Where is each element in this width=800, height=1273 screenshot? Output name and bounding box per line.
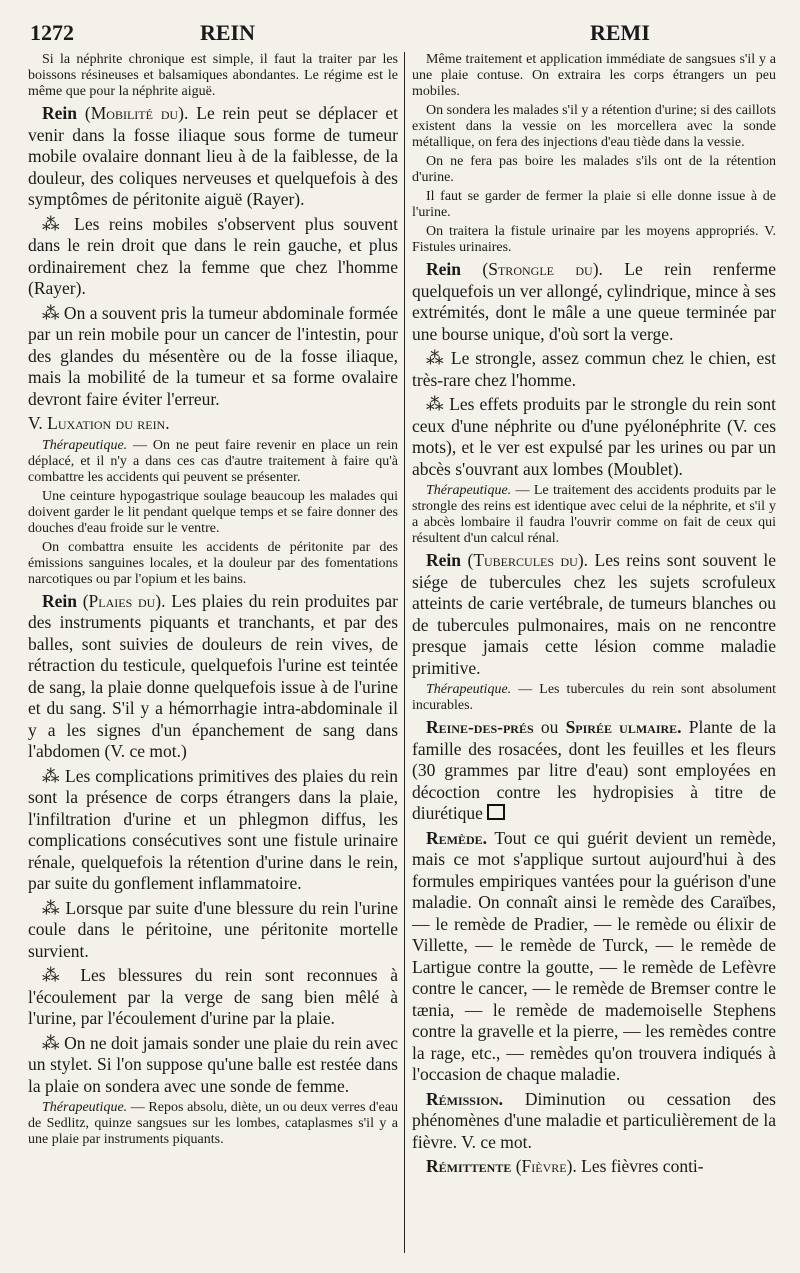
paragraph-text: — Les tubercules du rein sont absolument incurables. [412, 682, 776, 713]
entry-text: Tout ce qui guérit devient un remède, mais ce mot s'applique surtout aujourd'hui à des formules empiriques vantées pour la guérison d'une maladie. On connaît ainsi le remède des Caraïbes, — le remède de Pradier, — le remède ou élixir de Villette, — le remède de Turck, — le remède de Lartigue contre la goutte, — le remède de Lefèvre contre le cancer, — le remède de Bremser contre le tænia, — le remède de mademoiselle Stephens contre la gravelle et la pierre, — les remèdes contre la rage, etc., — remèdes qu'on trouvera indiqués à l'occasion de chaque maladie. [412, 827, 776, 1084]
entry-mobilite [28, 103, 398, 211]
paragraph: ⁂ Lorsque par suite d'une blessure du rein l'urine coule dans le péritoine, une péritonite mortelle survient. [28, 897, 398, 961]
paragraph: ⁂ On ne doit jamais sonder une plaie du rein avec un stylet. Si l'on suppose qu'une balle est restée dans la plaie on sondera avec une sonde de femme. [28, 1032, 398, 1096]
paragraph: ⁂ Les complications primitives des plaies du rein sont la présence de corps étrangers dans la plaie, l'infiltration d'urine et un phlegmon diffus, les complications consécutives sont une fistule urinaire rénale, quelquefois la rétention d'urine dans le rein, par suite du gonflement inflammatoire. [28, 765, 398, 893]
paragraph: ⁂ Le strongle, assez commun chez le chien, est très-rare chez l'homme. [412, 348, 776, 390]
paragraph: Une ceinture hypogastrique soulage beaucoup les malades qui doivent garder le lit pendant quelque temps et se faire donner des douches d'eau froide sur le ventre. [28, 488, 398, 536]
cross-reference: V. Luxation du rein. [28, 413, 170, 433]
entry-tubercules [412, 550, 776, 679]
paragraph: Même traitement et application immédiate de sangsues s'il y a une plaie contuse. On extraira les corps étrangers un peu mobiles. [412, 52, 776, 99]
therapeutique-paragraph [412, 483, 776, 547]
paragraph: Il faut se garder de fermer la plaie si elle donne issue à de l'urine. [412, 189, 776, 220]
entry-plaies [28, 591, 398, 763]
entry-remede [412, 828, 776, 1086]
entry-text: Les fièvres conti- [581, 1156, 704, 1176]
entry-remission [412, 1089, 776, 1154]
entry-text: Les reins sont souvent le siége de tubercules chez les sujets scrofuleux atteints de carie vertébrale, de tumeurs blanches ou de tubercules pulmonaires, mais on ne rencontre presque jamais cette lésion comme maladie primitive. [412, 550, 776, 678]
page-number: 1272 [30, 20, 74, 45]
entry-headword: Remède. [426, 827, 488, 848]
paragraph-text: — On ne peut faire revenir en place un rein déplacé, et il n'y a dans ces cas d'autre traitement à faire qu'à combattre les accidents qui peuvent se présenter. [28, 437, 398, 485]
entry-title: (Fièvre). [515, 1156, 577, 1176]
entry-headword: Rein [426, 550, 461, 570]
entry-text: Le rein peut se déplacer et venir dans la fosse iliaque sous forme de tumeur mobile ovalaire donnant lieu à de la faiblesse, de la douleur, des coliques nerveuses et quelquefois à des symptômes de péritonite aiguë (Rayer). [28, 103, 398, 209]
entry-headword: Rein [42, 590, 77, 611]
square-symbol-icon [487, 804, 505, 820]
therapeutique-paragraph [412, 682, 776, 714]
therapeutique-label: Thérapeutique. [42, 437, 128, 453]
running-header [30, 20, 780, 50]
paragraph: On combattra ensuite les accidents de péritonite par des émissions sanguines locales, et la douleur par des fomentations narcotiques ou par l'opium et les bains. [28, 539, 398, 587]
paragraph: Si la néphrite chronique est simple, il faut la traiter par les boissons résineuses et balsamiques abondantes. Le régime est le même que pour la néphrite aiguë. [28, 52, 398, 99]
entry-title: (Tubercules du). [467, 550, 589, 570]
therapeutique-label: Thérapeutique. [426, 483, 512, 498]
entry-headword: Rémission. [426, 1088, 504, 1109]
entry-headword: Reine-des-prés [426, 717, 534, 737]
paragraph-text: — Le traitement des accidents produits par le strongle des reins est identique avec celui de la néphrite, et s'il y a abcès lombaire il faudra l'ouvrir comme on fait de ceux qui résultent d'un calcul rénal. [412, 483, 776, 546]
entry-text: Le rein renferme quelquefois un ver allongé, cylindrique, mince à ses extrémités, dont le mâle a une queue terminée par une bourse unique, d'où sort la verge. [412, 259, 776, 344]
entry-title: (Strongle du). [482, 259, 603, 279]
therapeutique-paragraph [28, 1100, 398, 1148]
paragraph: ⁂ Les effets produits par le strongle du rein sont ceux d'une néphrite ou d'une pyélonéphrite (V. ces mots), et le ver est expulsé par les urines ou par un abcès s'ouvrant aux lombes (Moublet). [412, 394, 776, 479]
entry-headword: Rein [42, 103, 77, 123]
entry-title: (Mobilité du). [84, 103, 189, 123]
entry-connector: ou [540, 717, 559, 737]
entry-reine-des-pres [412, 717, 776, 825]
left-running-head: REIN [200, 20, 256, 45]
entry-text: Diminution ou cessation des phénomènes d'une maladie et particulièrement de la fièvre. V. ce mot. [412, 1088, 776, 1152]
paragraph: On traitera la fistule urinaire par les moyens appropriés. V. Fistules urinaires. [412, 224, 776, 255]
paragraph: On sondera les malades s'il y a rétention d'urine; si des caillots existent dans la vessie on les morcellera avec la sonde métallique, on fera des injections d'eau tiède dans la vessie. [412, 103, 776, 150]
entry-headword: Rein [426, 259, 461, 279]
therapeutique-paragraph [28, 438, 398, 486]
left-column [28, 52, 398, 1273]
entry-title: (Plaies du). [82, 590, 166, 611]
paragraph: ⁂ On a souvent pris la tumeur abdominale formée par un rein mobile pour un cancer de l'intestin, pour des glandes du mésentère ou de la fosse iliaque, mais la mobilité de la tumeur et sa forme ovalaire devront faire éviter l'erreur. [28, 302, 398, 409]
right-running-head: REMI [590, 20, 650, 45]
right-column [412, 52, 776, 1273]
entry-remittente [412, 1156, 776, 1178]
paragraph-text: — Repos absolu, diète, un ou deux verres d'eau de Sedlitz, quinze sangsues sur les lombes, cataplasmes s'il y a une plaie par instruments piquants. [28, 1100, 398, 1147]
paragraph: ⁂ Les reins mobiles s'observent plus souvent dans le rein droit que dans le rein gauche, et plus ordinairement chez la femme que chez l'homme (Rayer). [28, 213, 398, 298]
entry-strongle [412, 259, 776, 345]
entry-headword-alt: Spirée ulmaire. [565, 717, 682, 737]
paragraph: On ne fera pas boire les malades s'ils ont de la rétention d'urine. [412, 154, 776, 185]
entry-text: Les plaies du rein produites par des instruments piquants et tranchants, et par des balles, sont suivies de douleurs de rein vives, de rétraction du testicule, quelquefois l'urine est teintée de sang, la plaie donne quelquefois issue à de l'urine et du sang. S'il y a hémorrhagie intra-abdominale il y a les signes d'un épanchement de sang dans l'abdomen (V. ce mot.) [28, 590, 398, 761]
entry-text: Plante de la famille des rosacées, dont les feuilles et les fleurs (30 grammes par litre d'eau) sont employées en décoction contre les hydropisies à titre de diurétique [412, 717, 776, 823]
column-divider [404, 52, 405, 1253]
therapeutique-label: Thérapeutique. [426, 682, 512, 697]
paragraph: ⁂ Les blessures du rein sont reconnues à l'écoulement par la verge de sang bien mêlé à l'urine, par l'écoulement d'urine par la plaie. [28, 965, 398, 1028]
therapeutique-label: Thérapeutique. [42, 1100, 128, 1115]
entry-headword: Rémittente [426, 1156, 512, 1176]
